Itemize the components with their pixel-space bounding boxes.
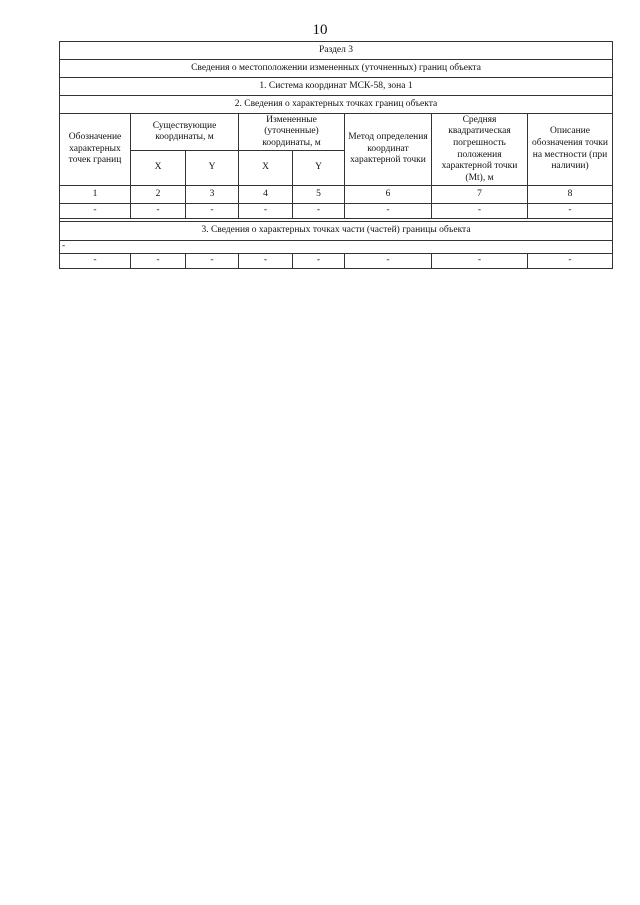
header-changed-y: Y xyxy=(293,151,345,186)
table-cell: - xyxy=(131,204,186,219)
table-cell: - xyxy=(239,254,293,269)
table-cell: - xyxy=(528,204,613,219)
table-cell: - xyxy=(60,204,131,219)
coordinate-system: 1. Система координат МСК-58, зона 1 xyxy=(60,78,613,96)
header-existing-x: X xyxy=(131,151,186,186)
column-number: 7 xyxy=(432,186,528,204)
page-number: 10 xyxy=(312,22,328,38)
table-cell: - xyxy=(60,254,131,269)
column-number: 8 xyxy=(528,186,613,204)
table-row xyxy=(60,254,613,269)
column-number: 4 xyxy=(239,186,293,204)
column-number: 3 xyxy=(186,186,239,204)
column-number: 6 xyxy=(345,186,432,204)
header-existing-y: Y xyxy=(186,151,239,186)
table-cell: - xyxy=(186,204,239,219)
header-description: Описание обозначения точки на местности (при наличии) xyxy=(528,114,613,186)
table-cell: - xyxy=(528,254,613,269)
table-subtitle: Сведения о местоположении измененных (уточненных) границ объекта xyxy=(60,60,613,78)
header-rms-error: Средняя квадратическая погрешность положения характерной точки (Mt), м xyxy=(432,114,528,186)
header-changed-x: X xyxy=(239,151,293,186)
table-cell: - xyxy=(345,204,432,219)
table-cell: - xyxy=(131,254,186,269)
column-number: 5 xyxy=(293,186,345,204)
part-single-cell: - xyxy=(60,241,613,254)
column-number: 1 xyxy=(60,186,131,204)
boundary-points-table xyxy=(59,41,613,269)
header-existing-coordinates: Существующие координаты, м xyxy=(131,114,239,151)
table-cell: - xyxy=(239,204,293,219)
part-heading: 3. Сведения о характерных точках части (частей) границы объекта xyxy=(60,222,613,241)
header-designation: Обозначение характерных точек границ xyxy=(60,114,131,186)
table-row xyxy=(60,204,613,219)
section-title: Раздел 3 xyxy=(60,42,613,60)
table-cell: - xyxy=(345,254,432,269)
table-cell: - xyxy=(293,204,345,219)
header-method: Метод определения координат характерной точки xyxy=(345,114,432,186)
column-number: 2 xyxy=(131,186,186,204)
column-numbers-row xyxy=(60,186,613,204)
header-changed-coordinates: Измененные (уточненные) координаты, м xyxy=(239,114,345,151)
table-cell: - xyxy=(432,204,528,219)
table-cell: - xyxy=(293,254,345,269)
table-cell: - xyxy=(186,254,239,269)
points-heading: 2. Сведения о характерных точках границ объекта xyxy=(60,96,613,114)
table-cell: - xyxy=(432,254,528,269)
